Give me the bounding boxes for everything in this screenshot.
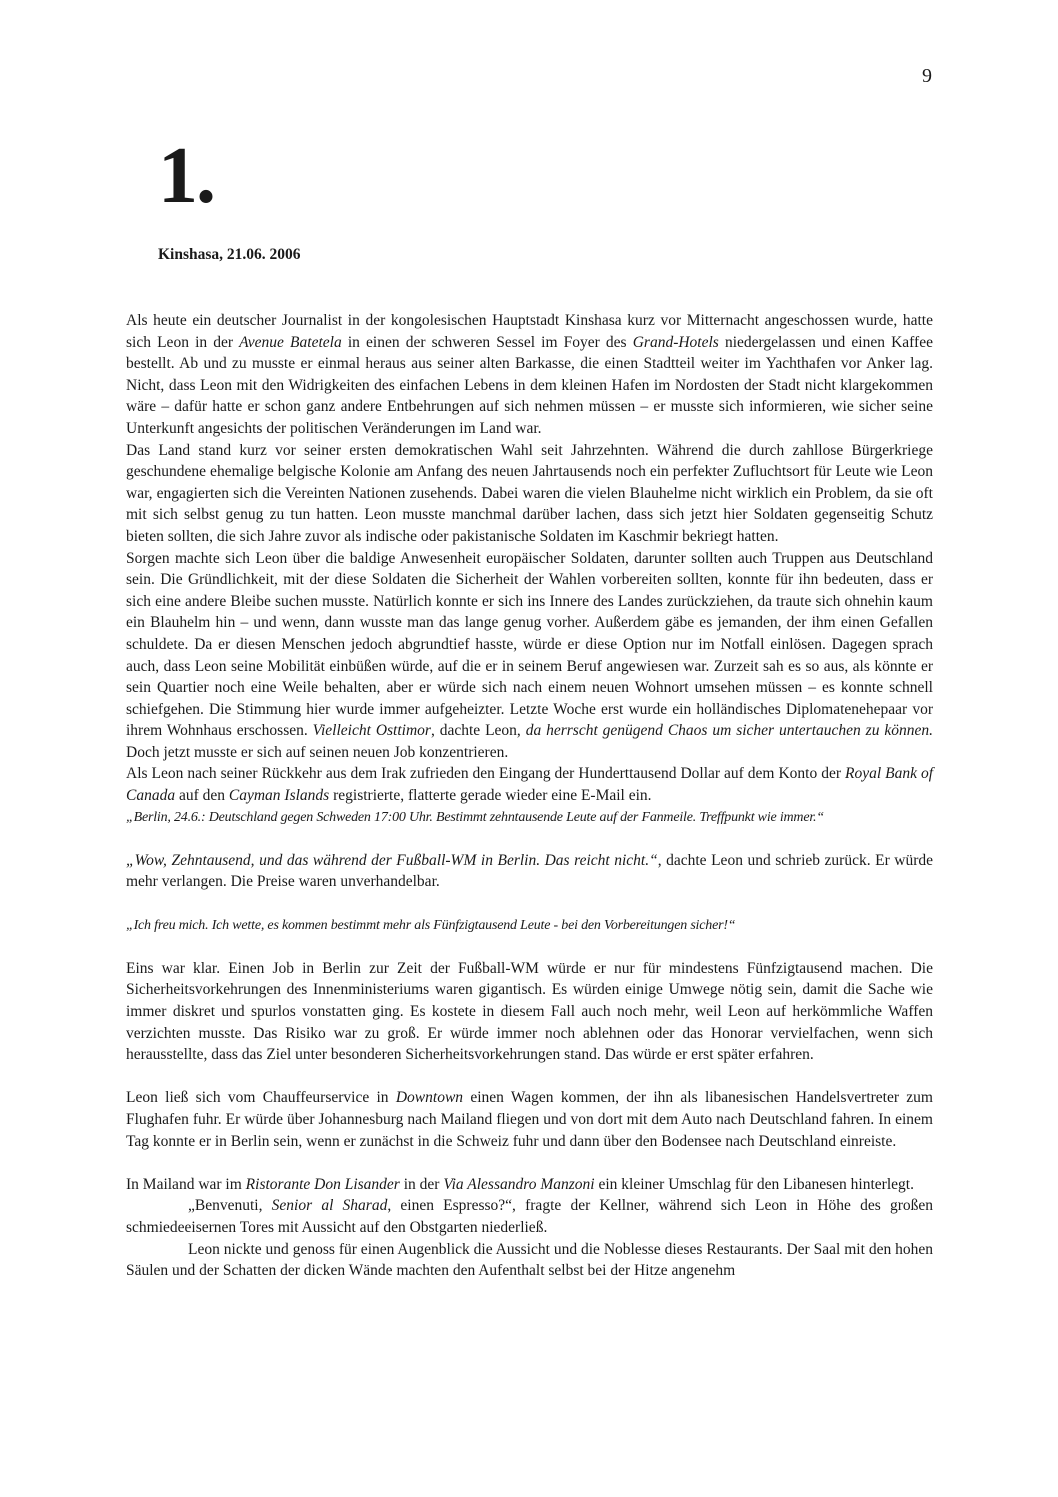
text-run: , dachte Leon und schrieb zurück. Er würde mehr verlangen. Die Preise waren unverhandelbar. (126, 851, 933, 891)
text-run: „Benvenuti, (188, 1197, 272, 1215)
italic-text: Via Alessandro Manzoni (443, 1175, 595, 1193)
paragraph (126, 1239, 933, 1282)
italic-text: da herrscht genügend Chaos um sicher untertauchen zu können. (525, 722, 934, 740)
text-run: Doch jetzt musste er sich auf seinen neuen Job konzentrieren. (126, 743, 509, 761)
paragraph (126, 1087, 933, 1152)
paragraph (126, 850, 933, 893)
paragraph (126, 1195, 933, 1238)
text-run: Das Land stand kurz vor seiner ersten demokratischen Wahl seit Jahrzehnten. Während die durch zahllose Bürgerkriege geschundene ehemalige belgische Kolonie am Anfang des neuen Jahrtausends noch ein perfekter Zufluchtsort für Leute wie Leon war, engagierten sich die Vereinten Nationen zusehends. Dabei waren die vielen Blauhelme nicht wirklich ein Problem, da sie oft mit sich selbst genug zu tun hatten. Leon musste manchmal darüber lachen, dass sich jetzt hier Soldaten gegenseitig Schutz bieten sollten, die sich Jahre zuvor als indische oder pakistanische Soldaten im Kaschmir bekriegt hatten. (126, 441, 933, 545)
text-run: „Ich freu mich. Ich wette, es kommen bestimmt mehr als Fünfzigtausend Leute - bei den Vorbereitungen sicher!“ (126, 917, 736, 933)
text-run: Eins war klar. Einen Job in Berlin zur Zeit der Fußball-WM würde er nur für mindestens Fünfzigtausend machen. Die Sicherheitsvorkehrungen des Innenministeriums waren gigantisch. Es würden einige Umwege nötig sein, damit die Sache wie immer diskret und spurlos vonstatten ging. Es kostete in diesem Fall auch noch mehr, weil Leon auf herkömmliche Waffen verzichten musste. Das Risiko war zu groß. Er würde immer noch ablehnen oder das Honorar vervielfachen, wenn sich herausstellte, dass das Ziel unter besonderen Sicherheitsvorkehrungen stand. Das würde er erst später erfahren. (126, 959, 933, 1064)
chapter-place-date: Kinshasa, 21.06. 2006 (158, 246, 301, 263)
text-run: , dachte Leon, (430, 722, 526, 740)
text-run: , einen Espresso?“, fragte der Kellner, während sich Leon in Höhe des großen schmiedeeisernen Tores mit Aussicht auf den Obstgarten niederließ. (126, 1197, 934, 1236)
paragraph (126, 763, 933, 806)
paragraph (126, 807, 933, 829)
paragraph (126, 440, 933, 548)
text-run: Leon nickte und genoss für einen Augenblick die Aussicht und die Noblesse dieses Restaurants. Der Saal mit den hohen Säulen und der Schatten der dicken Wände machten den Aufenthalt selbst bei der Hitze angenehm (126, 1240, 933, 1280)
text-run: Als heute ein deutscher Journalist in der kongolesischen Hauptstadt Kinshasa kurz vor Mitternacht angeschossen wurde, hatte sich Leon in der (126, 312, 933, 351)
paragraph (126, 548, 933, 764)
page-number: 9 (922, 65, 932, 87)
italic-text: Vielleicht Osttimor (312, 722, 431, 740)
text-run: Leon ließ sich vom Chauffeurservice in (126, 1089, 396, 1107)
text-run: in der (399, 1175, 444, 1193)
italic-text: Royal Bank of Canada (126, 765, 934, 805)
text-run: auf den (175, 787, 229, 805)
paragraph (126, 310, 933, 440)
text-run: niedergelassen und einen Kaffee bestellt. Ab und zu musste er einmal heraus aus seiner alten Barkasse, die einen Stadtteil weiter im Yachthafen vor Anker lag. Nicht, dass Leon mit den Widrigkeiten des einfachen Lebens in dem kleinen Hafen im Nordosten der Stadt nicht klargekommen wäre – dafür hatte er schon ganz andere Entbehrungen auf sich nehmen müssen – er musste sich informieren, wie sicher seine Unterkunft angesichts der politischen Veränderungen im Land war. (126, 333, 933, 437)
body-text (126, 310, 933, 1282)
chapter-number: 1. (158, 132, 214, 220)
italic-text: „Wow, Zehntausend, und das während der Fußball-WM in Berlin. Das reicht nicht.“ (126, 851, 658, 869)
text-run: ein kleiner Umschlag für den Libanesen hinterlegt. (594, 1175, 914, 1193)
text-run: Sorgen machte sich Leon über die baldige Anwesenheit europäischer Soldaten, darunter sollten auch Truppen aus Deutschland sein. Die Gründlichkeit, mit der diese Soldaten die Sicherheit der Wahlen vorbereiten sollten, konnte für ihn bedeuten, dass er sich eine andere Bleibe suchen musste. Natürlich konnte er sich ins Innere des Landes zurückziehen, da traute sich ohnehin kaum ein Blauhelm hin – und wenn, dann wusste man das lange genug vorher. Außerdem gäbe es jemanden, der ihm einen Gefallen schuldete. Da er diesen Menschen jedoch abgrundtief hasste, würde er diese Option nur im Notfall einlösen. Dagegen sprach auch, dass Leon seine Mobilität einbüßen würde, auf die er in seinem Beruf angewiesen war. Zurzeit sah es so aus, als könnte er sein Quartier noch eine Weile behalten, aber er würde sich nach einem neuen Wohnort umsehen müssen – es konnte schnell schiefgehen. Die Stimmung hier wurde immer aufgeheizter. Letzte Woche erst wurde ein holländisches Diplomatenehepaar vor ihrem Wohnhaus erschossen. (126, 549, 933, 740)
italic-text: Ristorante Don Lisander (245, 1175, 400, 1193)
paragraph (126, 958, 933, 1066)
text-run: in einen der schweren Sessel im Foyer des (341, 333, 633, 351)
italic-text: Cayman Islands (228, 787, 330, 805)
text-run: registrierte, flatterte gerade wieder eine E-Mail ein. (329, 787, 652, 805)
paragraph (126, 1174, 933, 1196)
italic-text: Grand-Hotels (632, 333, 719, 351)
text-run: Als Leon nach seiner Rückkehr aus dem Irak zufrieden den Eingang der Hunderttausend Dollar auf dem Konto der (126, 765, 845, 783)
text-run: In Mailand war im (126, 1175, 246, 1193)
text-run: „Berlin, 24.6.: Deutschland gegen Schweden 17:00 Uhr. Bestimmt zehntausende Leute auf der Fanmeile. Treffpunkt wie immer.“ (126, 809, 824, 825)
paragraph (126, 915, 933, 937)
text-run: einen Wagen kommen, der ihn als libanesischen Handelsvertreter zum Flughafen fuhr. Er würde über Johannesburg nach Mailand fliegen und von dort mit dem Auto nach Deutschland fahren. In einem Tag konnte er in Berlin sein, wenn er zunächst in die Schweiz fuhr und dann über den Bodensee nach Deutschland einreiste. (126, 1089, 933, 1150)
italic-text: Senior al Sharad (271, 1197, 388, 1215)
italic-text: Avenue Batetela (239, 333, 342, 351)
italic-text: Downtown (395, 1089, 464, 1107)
